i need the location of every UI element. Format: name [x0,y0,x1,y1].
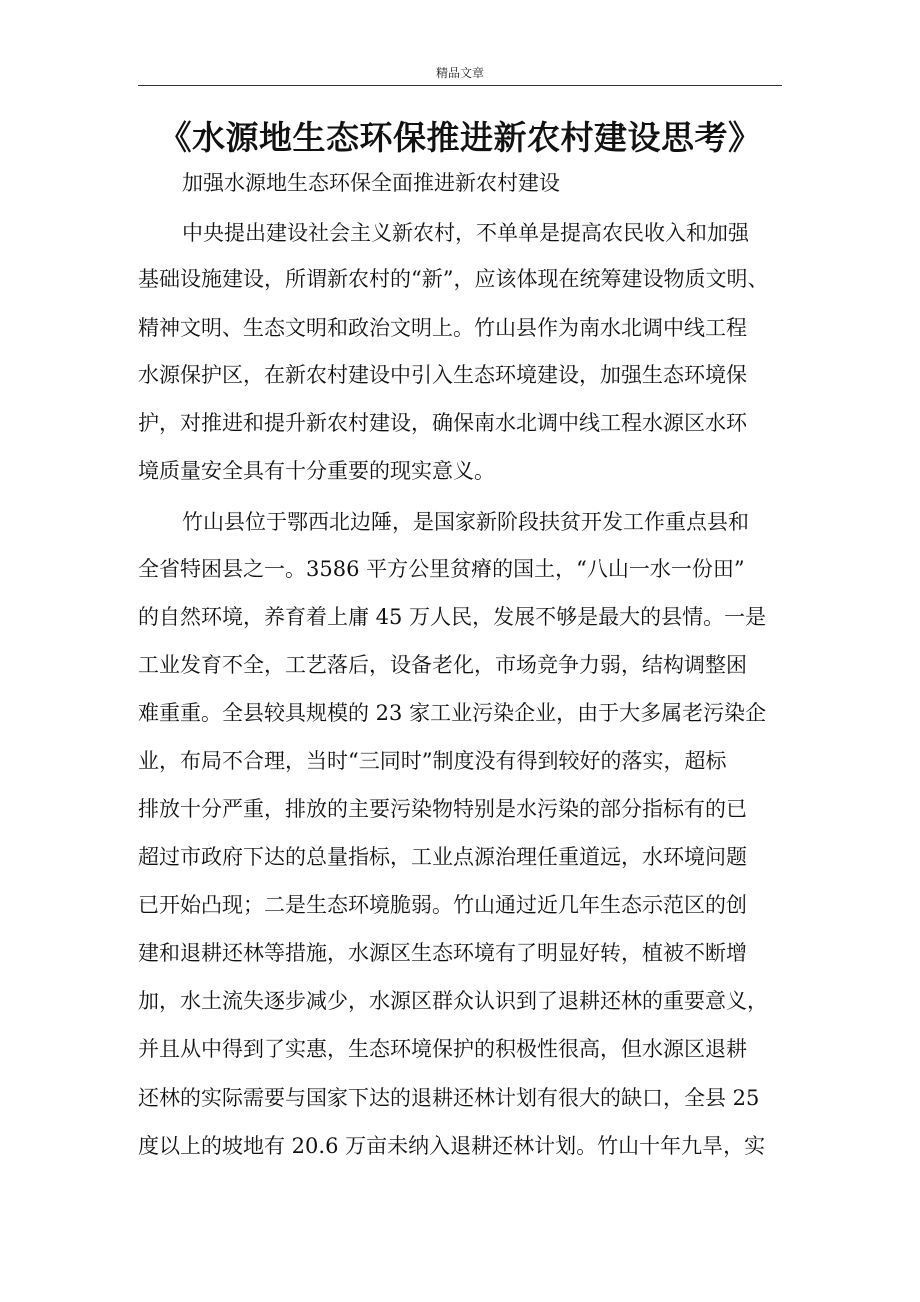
body-line: 精神文明、生态文明和政治文明上。竹山县作为南水北调中线工程 [138,316,747,340]
body-line: 加，水土流失逐步减少，水源区群众认识到了退耕还林的重要意义， [138,989,768,1013]
body-line: 全省特困县之一。3586 平方公里贫瘠的国土，“八山一水一份田” [138,557,745,581]
body-line: 业，布局不合理，当时“三同时”制度没有得到较好的落实，超标 [138,749,727,773]
body-line: 排放十分严重，排放的主要污染物特别是水污染的部分指标有的已 [138,797,747,821]
body-line: 水源保护区，在新农村建设中引入生态环境建设，加强生态环境保 [138,363,747,387]
body-line: 护，对推进和提升新农村建设，确保南水北调中线工程水源区水环 [138,411,747,435]
body-line: 工业发育不全，工艺落后，设备老化，市场竞争力弱，结构调整困 [138,653,747,677]
document-title: 《水源地生态环保推进新农村建设思考》 [158,118,762,157]
body-line: 境质量安全具有十分重要的现实意义。 [138,459,495,483]
body-line: 的自然环境，养育着上庸 45 万人民，发展不够是最大的县情。一是 [138,605,767,629]
header-divider [138,85,782,86]
body-line: 度以上的坡地有 20.6 万亩未纳入退耕还林计划。竹山十年九旱，实 [138,1134,766,1158]
body-line: 已开始凸现；二是生态环境脆弱。竹山通过近几年生态示范区的创 [138,893,747,917]
body-line: 竹山县位于鄂西北边陲，是国家新阶段扶贫开发工作重点县和 [182,510,749,534]
page-header: 精品文章 [435,66,484,80]
body-line: 中央提出建设社会主义新农村，不单单是提高农民收入和加强 [182,221,749,245]
body-line: 超过市政府下达的总量指标，工业点源治理任重道远，水环境问题 [138,845,747,869]
body-line: 并且从中得到了实惠，生态环境保护的积极性很高，但水源区退耕 [138,1037,747,1061]
subtitle-line: 加强水源地生态环保全面推进新农村建设 [182,171,560,195]
body-line: 基础设施建设，所谓新农村的“新”，应该体现在统筹建设物质文明、 [138,267,769,291]
body-line: 难重重。全县较具规模的 23 家工业污染企业，由于大多属老污染企 [138,701,767,725]
body-line: 建和退耕还林等措施，水源区生态环境有了明显好转，植被不断增 [138,941,747,965]
body-line: 还林的实际需要与国家下达的退耕还林计划有很大的缺口，全县 25 [138,1086,760,1110]
